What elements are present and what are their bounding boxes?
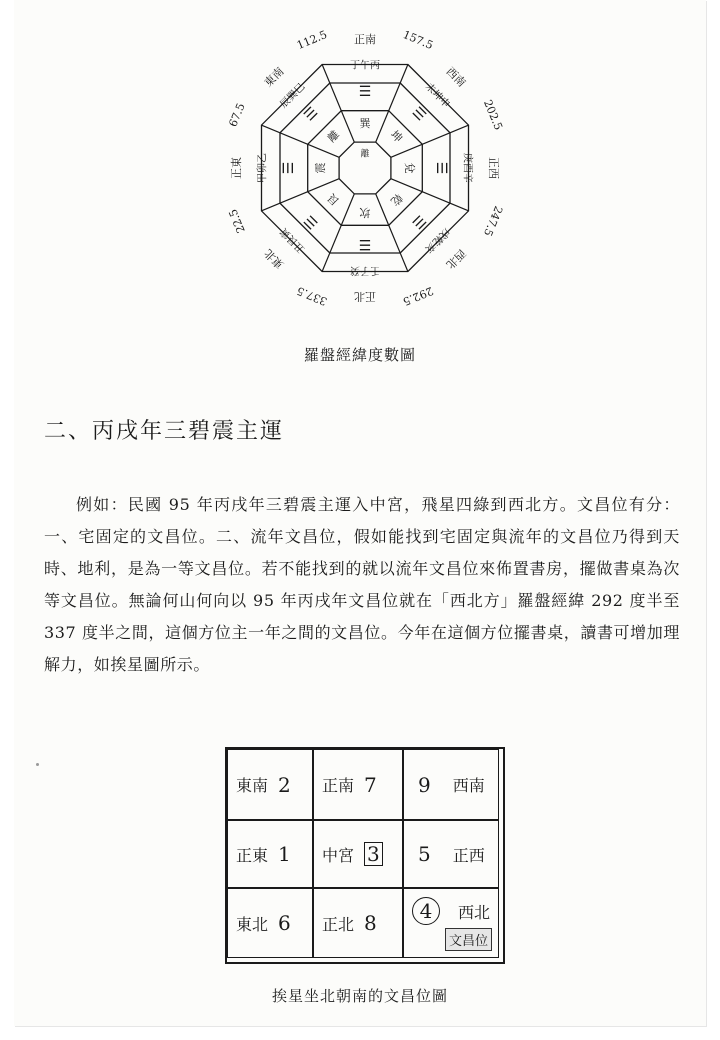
direction-label: 正西 [487, 157, 500, 179]
compass-spoke [322, 65, 354, 146]
cell-label: 東南 [236, 776, 269, 795]
trigram-name: 坎 [359, 206, 371, 219]
cell-northwest [403, 888, 499, 958]
cell-number: 6 [278, 911, 291, 935]
cell-west [403, 820, 499, 888]
trigram-symbol: ☰ [358, 84, 372, 100]
direction-label: 正東 [230, 157, 243, 179]
compass-spoke [262, 179, 343, 211]
compass-caption: 羅盤經緯度數圖 [303, 346, 416, 364]
paragraph-text: 例如：民國 95 年丙戌年三碧震主運入中宮，飛星四綠到西北方。文昌位有分：一、宅固定的文昌位。二、流年文昌位，假如能找到宅固定與流年的文昌位乃得到天時、地利，是為一等文昌位。若不能找到的就以流年文昌位來佈置書房，擺做書桌為次等文昌位。無論何山何向以 95 年丙戌年文昌位就在「西北方」羅盤經緯 292 度半至 337 度半之間，這個方位主一年之間的文昌位。今年在這個方位擺書桌，讀書可增加理解力，如挨星圖所示。 [44, 495, 680, 674]
mountain-label: 庚酉辛 [461, 153, 473, 183]
trigram-name: 兌 [403, 162, 416, 174]
cell-number: 8 [364, 911, 377, 935]
degree-label: 112.5 [294, 28, 330, 53]
degree-label: 157.5 [400, 28, 436, 53]
cell-label: 西北 [458, 902, 491, 922]
trigram-symbol: ☰ [281, 161, 297, 175]
cell-label: 中宮 [322, 845, 355, 865]
direction-label: 西南 [443, 64, 469, 90]
mountain-label: 丑艮寅 [278, 225, 308, 255]
trigram-symbol: ☰ [408, 104, 429, 125]
trigram-name: 艮 [325, 190, 343, 208]
trigram-name: 坤 [387, 128, 405, 146]
wenchang-tag: 文昌位 [445, 928, 492, 951]
cell-number: 2 [278, 772, 291, 797]
compass-spoke [391, 179, 469, 211]
cell-north [313, 888, 403, 958]
flying-star-grid [225, 747, 505, 964]
compass-spoke [322, 194, 354, 272]
cell-northeast [227, 888, 313, 958]
cell-number: 7 [364, 772, 377, 797]
scan-speck [36, 763, 39, 766]
compass-spoke [376, 65, 408, 146]
trigram-name: 乾 [387, 190, 405, 208]
trigram-symbol: ☰ [408, 211, 429, 232]
grid-caption: 挨星坐北朝南的文昌位圖 [271, 987, 448, 1005]
trigram-symbol: ☰ [358, 236, 372, 252]
cell-south [313, 749, 403, 820]
mountain-label: 甲卯乙 [257, 153, 269, 183]
direction-label: 西北 [443, 246, 469, 272]
cell-number: 1 [278, 842, 291, 866]
section-heading: 二、丙戌年三碧震主運 [44, 419, 285, 444]
cell-number: 4 [412, 897, 440, 925]
mountain-label: 辰巽巳 [278, 81, 308, 111]
degree-label: 22.5 [226, 207, 248, 235]
direction-label: 正北 [354, 290, 376, 303]
trigram-name: 震 [314, 162, 327, 174]
trigram-name: 巽 [359, 117, 371, 130]
degree-label: 247.5 [480, 203, 505, 239]
trigram-symbol: ☰ [433, 161, 449, 175]
degree-label: 67.5 [226, 101, 248, 129]
cell-east [227, 820, 313, 888]
degree-label: 202.5 [480, 97, 506, 133]
cell-label: 正北 [322, 914, 355, 934]
cell-number: 5 [418, 842, 431, 866]
cell-label: 正西 [452, 845, 485, 865]
direction-label: 東北 [261, 246, 287, 272]
compass-spoke [262, 125, 343, 157]
compass-diagram [200, 20, 530, 315]
cell-number: 9 [418, 772, 431, 797]
trigram-symbol: ☰ [301, 211, 322, 232]
cell-southeast [227, 749, 313, 820]
compass-spoke [376, 194, 408, 272]
mountain-label: 壬子癸 [350, 264, 380, 276]
cell-number: 3 [364, 842, 383, 866]
direction-label: 正南 [354, 33, 376, 46]
cell-center [313, 820, 403, 888]
mountain-label: 未坤申 [422, 81, 452, 111]
direction-label: 東南 [261, 64, 287, 90]
cell-southwest [403, 749, 499, 820]
cell-label: 西南 [452, 776, 485, 795]
cell-label: 東北 [236, 914, 269, 934]
compass-spoke [391, 125, 469, 157]
trigram-name: 離 [325, 128, 343, 146]
degree-label: 292.5 [400, 283, 436, 309]
cell-label: 正南 [322, 776, 355, 795]
trigram-symbol: ☰ [301, 104, 322, 125]
mountain-label: 戌乾亥 [422, 225, 452, 255]
body-paragraph [44, 489, 680, 681]
center-trigram: 離 [360, 149, 370, 160]
cell-label: 正東 [236, 845, 269, 865]
mountain-label: 丁午丙 [350, 60, 380, 72]
degree-label: 337.5 [294, 283, 330, 309]
